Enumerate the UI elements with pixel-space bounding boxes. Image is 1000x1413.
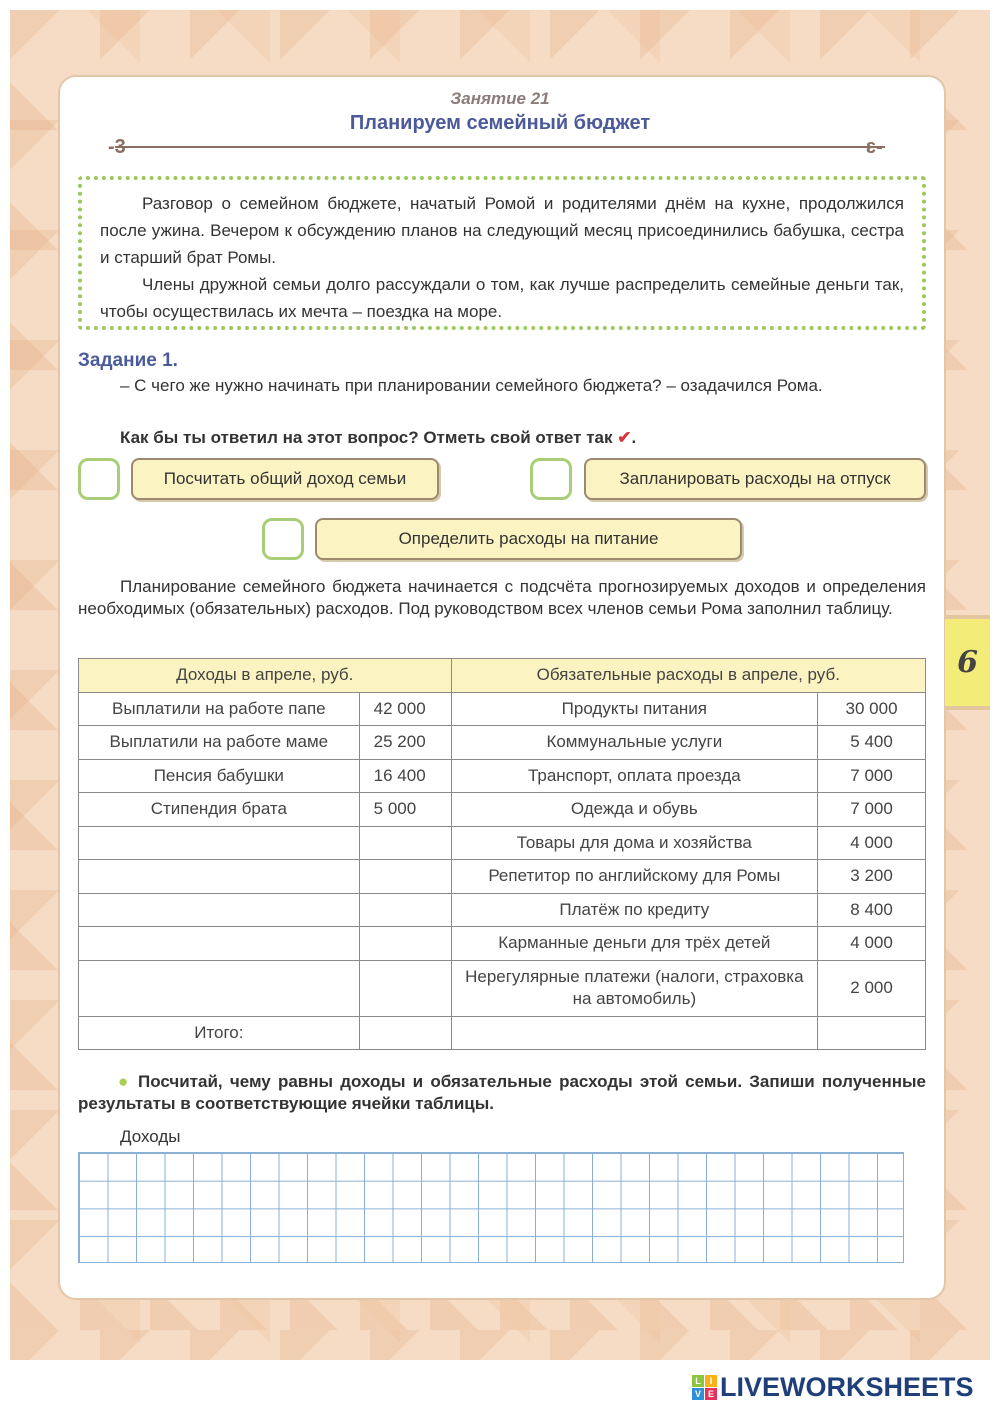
prompt-text: Как бы ты ответил на этот вопрос? Отметь свой ответ так <box>120 428 613 447</box>
task-title: Задание 1. <box>78 350 178 371</box>
expense-item: Платёж по кредиту <box>451 893 818 927</box>
expense-item: Продукты питания <box>451 692 818 726</box>
lesson-number: Занятие 21 <box>450 89 550 108</box>
income-amount: 42 000 <box>359 692 451 726</box>
expense-amount: 3 200 <box>818 860 926 894</box>
option-3[interactable]: Определить расходы на питание <box>315 518 742 560</box>
expense-item: Коммунальные услуги <box>451 726 818 760</box>
task-prompt <box>120 428 636 448</box>
option-2[interactable]: Запланировать расходы на отпуск <box>584 458 926 500</box>
expense-amount: 7 000 <box>818 759 926 793</box>
income-amount: 16 400 <box>359 759 451 793</box>
expense-item: Репетитор по английскому для Ромы <box>451 860 818 894</box>
story-box <box>78 176 926 330</box>
income-amount: 5 000 <box>359 793 451 827</box>
table-row <box>79 793 926 827</box>
expense-amount: 30 000 <box>818 692 926 726</box>
intro-paragraph: Планирование семейного бюджета начинается с подсчёта прогнозируемых доходов и определения необходимых (обязательных) расходов. Под руководством всех членов семьи Рома заполнил таблицу. <box>78 577 926 618</box>
table-row <box>79 860 926 894</box>
expense-item: Транспорт, оплата проезда <box>451 759 818 793</box>
table-row <box>79 960 926 1016</box>
expense-amount: 4 000 <box>818 826 926 860</box>
income-amount <box>359 960 451 1016</box>
income-source <box>79 960 360 1016</box>
income-source <box>79 826 360 860</box>
checkmark-icon: ✔ <box>617 428 632 447</box>
option-1[interactable]: Посчитать общий доход семьи <box>131 458 439 500</box>
divider-ornament-icon: ɛ- <box>866 136 883 158</box>
income-source <box>79 860 360 894</box>
income-total-cell[interactable] <box>359 1016 451 1050</box>
expense-amount: 2 000 <box>818 960 926 1016</box>
story-paragraph: Члены дружной семьи долго рассуждали о том, как лучше распределить семейные деньги так, чтобы осуществилась их мечта – поездка на море. <box>100 275 904 321</box>
income-source: Пенсия бабушки <box>79 759 360 793</box>
income-amount <box>359 893 451 927</box>
income-amount <box>359 927 451 961</box>
expense-amount: 7 000 <box>818 793 926 827</box>
expense-item: Карманные деньги для трёх детей <box>451 927 818 961</box>
divider-ornament-icon: -3 <box>108 136 126 158</box>
income-source <box>79 927 360 961</box>
task-question: – С чего же нужно начинать при планировании семейного бюджета? – озадачился Рома. <box>120 376 823 395</box>
story-paragraph: Разговор о семейном бюджете, начатый Ромой и родителями днём на кухне, продолжился после ужина. Вечером к обсуждению планов на следующий месяц присоединились бабушка, сестра и старший брат Ромы. <box>100 194 904 267</box>
divider <box>115 146 885 148</box>
total-row <box>79 1016 926 1050</box>
income-source: Стипендия брата <box>79 793 360 827</box>
table-row <box>79 692 926 726</box>
option-checkbox-1[interactable] <box>78 458 120 500</box>
income-source: Выплатили на работе маме <box>79 726 360 760</box>
prompt-end: . <box>631 428 637 447</box>
exercise-text <box>78 1071 926 1115</box>
income-amount: 25 200 <box>359 726 451 760</box>
live-logo-icon: L I V E <box>692 1375 717 1400</box>
expense-item: Одежда и обувь <box>451 793 818 827</box>
brand-name: LIVEWORKSHEETS <box>720 1372 974 1402</box>
expense-total-cell[interactable] <box>818 1016 926 1050</box>
page-tab: 6 <box>945 615 990 710</box>
expense-item: Нерегулярные платежи (налоги, страховка на автомобиль) <box>451 960 818 1016</box>
table-row <box>79 893 926 927</box>
expense-amount: 8 400 <box>818 893 926 927</box>
table-row <box>79 759 926 793</box>
expense-header: Обязательные расходы в апреле, руб. <box>451 659 925 693</box>
income-source: Выплатили на работе папе <box>79 692 360 726</box>
option-checkbox-3[interactable] <box>262 518 304 560</box>
table-row <box>79 826 926 860</box>
income-source <box>79 893 360 927</box>
income-amount <box>359 826 451 860</box>
answer-grid[interactable] <box>78 1152 904 1263</box>
total-label: Итого: <box>79 1016 360 1050</box>
bullet-circle-icon: ● <box>118 1072 131 1091</box>
expense-amount: 4 000 <box>818 927 926 961</box>
income-label: Доходы <box>120 1127 181 1146</box>
table-header <box>79 659 926 693</box>
expense-item: Товары для дома и хозяйства <box>451 826 818 860</box>
table-row <box>79 927 926 961</box>
expense-total-label-cell <box>451 1016 818 1050</box>
exercise-instruction: Посчитай, чему равны доходы и обязательные расходы этой семьи. Запиши полученные результаты в соответствующие ячейки таблицы. <box>78 1072 926 1113</box>
income-header: Доходы в апреле, руб. <box>79 659 452 693</box>
table-row <box>79 726 926 760</box>
budget-table <box>78 658 926 1050</box>
brand-logo <box>692 1372 974 1403</box>
page-title: Планируем семейный бюджет <box>349 112 651 134</box>
expense-amount: 5 400 <box>818 726 926 760</box>
income-amount <box>359 860 451 894</box>
option-checkbox-2[interactable] <box>530 458 572 500</box>
